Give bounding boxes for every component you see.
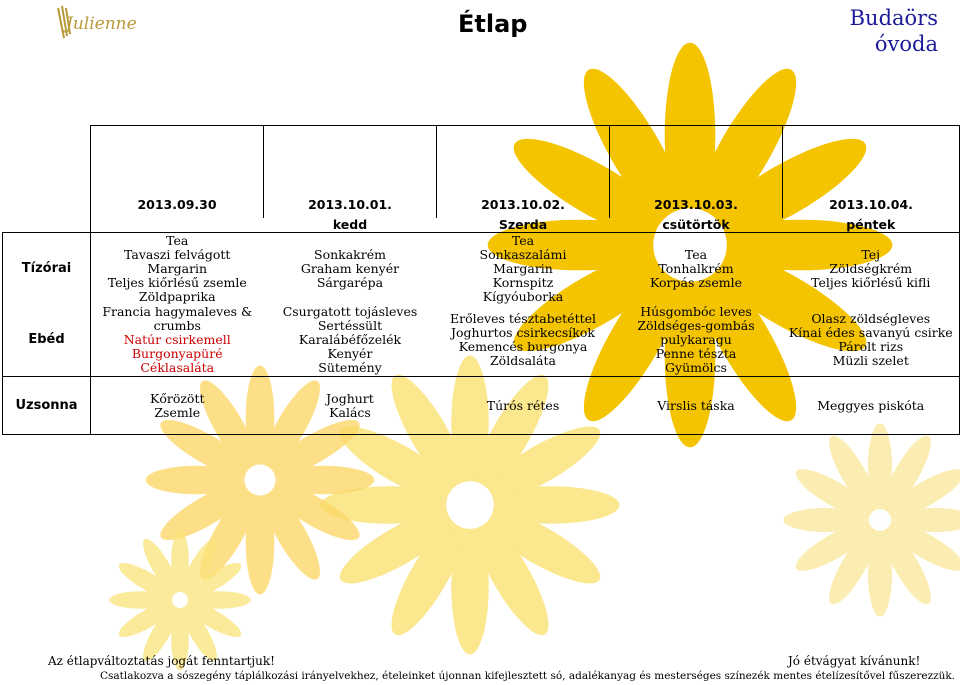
footer-disclaimer: Az étlapváltoztatás jogát fenntartjuk! (48, 654, 275, 668)
menu-item: Teljes kiőrlésű zsemle (107, 274, 247, 290)
footer-note: Csatlakozva a sószegény táplálkozási irányelvekhez, ételeinket újonnan kifejlesztett só, adalékanyag és mesterséges színezék mentes ételízesítővel fűszerezzük. (100, 670, 956, 682)
meal-label-ebed: Ebéd (3, 305, 91, 377)
meal-label-tizorai: Tízórai (3, 233, 91, 305)
corner-cell (3, 218, 91, 233)
menu-item: Erőleves tésztabetéttel (449, 311, 597, 327)
menu-cell (610, 305, 783, 377)
ebed-row (3, 305, 960, 377)
menu-item: Párolt rizs (838, 339, 904, 355)
menu-cell (437, 233, 610, 305)
menu-cell (264, 233, 437, 305)
menu-item: Karalábéfőzelék (298, 332, 402, 348)
meal-label-uzsonna: Uzsonna (3, 377, 91, 435)
day-cell: péntek (783, 218, 960, 233)
menu-item: Francia hagymaleves & (102, 304, 253, 320)
menu-item: Kalács (329, 404, 371, 420)
menu-item-highlighted: Natúr csirkemell (123, 332, 231, 348)
menu-item: Gyümölcs (665, 360, 727, 376)
logo-text: Julienne (66, 14, 137, 34)
menu-cell (264, 377, 437, 435)
menu-item: Sárgarépa (316, 274, 384, 290)
menu-item: Csurgatott tojásleves (282, 304, 418, 320)
menu-item: Tonhalkrém (658, 260, 734, 276)
uzsonna-row (3, 377, 960, 435)
menu-item: Joghurtos csirkecsíkok (450, 325, 595, 341)
menu-table (2, 125, 960, 435)
day-cell: csütörtök (662, 217, 730, 232)
menu-cell (783, 305, 960, 377)
menu-item: Sonkaszalámi (479, 246, 567, 262)
date-row (3, 126, 960, 219)
menu-item: Margarin (147, 260, 208, 276)
menu-cell (91, 377, 264, 435)
menu-item: Kígyóuborka (482, 288, 564, 304)
menu-item: Korpás zsemle (650, 274, 742, 290)
menu-item: Tea (511, 232, 535, 248)
date-cell: 2013.10.04. (783, 126, 960, 219)
menu-item: Sertéssült (317, 318, 383, 334)
date-cell: 2013.10.01. (264, 126, 437, 219)
menu-item: Kőrözött (149, 390, 205, 406)
menu-cell (783, 377, 960, 435)
day-row (3, 218, 960, 233)
menu-item: crumbs (153, 318, 201, 334)
menu-item: Tea (684, 246, 708, 262)
menu-item: Kemencés burgonya (458, 339, 588, 355)
footer-greeting: Jó étvágyat kívánunk! (788, 654, 921, 668)
menu-item: Virslis táska (657, 397, 735, 413)
menu-cell (437, 377, 610, 435)
menu-cell (91, 305, 264, 377)
menu-cell (783, 233, 960, 305)
page-title: Étlap (458, 10, 528, 38)
menu-item: Teljes kiőrlésű kifli (811, 274, 931, 290)
julienne-logo (52, 2, 138, 42)
menu-item: Zsemle (154, 404, 201, 420)
menu-item: Kornspitz (492, 274, 554, 290)
day-cell (91, 218, 264, 233)
day-cell: Szerda (498, 217, 548, 232)
flower-right-lower (783, 423, 960, 617)
menu-cell (610, 377, 783, 435)
menu-item: Penne tészta (655, 346, 737, 362)
menu-item: Müzli szelet (832, 353, 909, 369)
menu-cell (91, 233, 264, 305)
menu-item: Joghurt (326, 390, 374, 406)
day-cell: kedd (332, 217, 368, 232)
school-name-line1: Budaörs (849, 6, 938, 30)
menu-item: Zöldségkrém (829, 260, 913, 276)
date-cell: 2013.09.30 (91, 126, 264, 219)
menu-cell (264, 305, 437, 377)
menu-item: Sonkakrém (314, 246, 386, 262)
menu-item: Tea (166, 232, 189, 248)
menu-item: Túrós rétes (486, 397, 560, 413)
menu-item: Meggyes piskóta (817, 397, 925, 413)
school-name (850, 5, 938, 57)
school-name-line2: óvoda (874, 32, 938, 56)
menu-cell (437, 305, 610, 377)
menu-item: Tavaszi felvágott (124, 246, 231, 262)
date-cell: 2013.10.02. (437, 126, 610, 219)
tizorai-row (3, 233, 960, 305)
menu-item: Olasz zöldségleves (811, 311, 931, 327)
menu-cell (610, 233, 783, 305)
menu-item: Zöldsaláta (489, 353, 556, 369)
corner-cell (3, 126, 91, 219)
menu-item: Zöldpaprika (138, 288, 216, 304)
menu-item: Graham kenyér (300, 260, 400, 276)
menu-item: Kenyér (327, 346, 373, 362)
menu-item: Tej (861, 246, 881, 262)
menu-item: Zöldséges-gombás (637, 318, 755, 334)
menu-item: Sütemény (318, 360, 382, 376)
menu-item: Kínai édes savanyú csirke (788, 325, 953, 341)
menu-item: Margarin (493, 260, 553, 276)
menu-item-highlighted: Burgonyapüré (131, 346, 223, 362)
menu-item: pulykaragu (660, 332, 732, 348)
menu-item: Húsgombóc leves (640, 304, 752, 320)
date-cell: 2013.10.03. (610, 126, 783, 219)
menu-item-highlighted: Céklasaláta (140, 360, 215, 376)
